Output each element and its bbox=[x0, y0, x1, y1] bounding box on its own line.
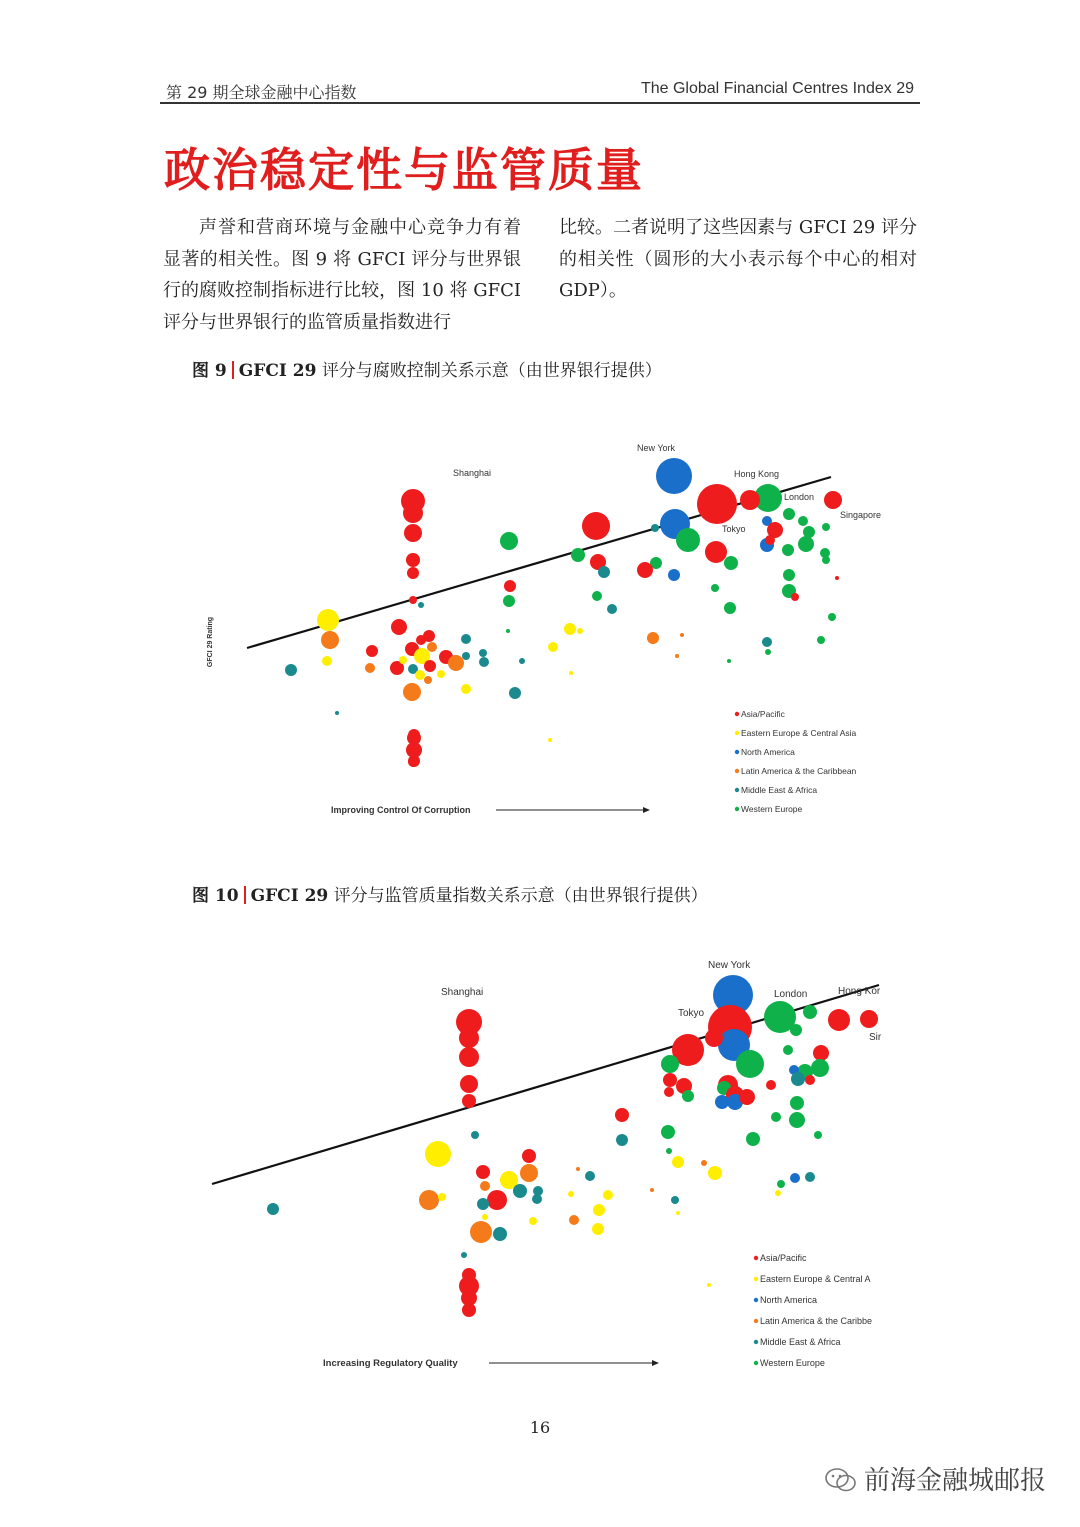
data-point bbox=[479, 649, 487, 657]
data-point bbox=[814, 1131, 822, 1139]
data-point bbox=[438, 1193, 446, 1201]
data-point bbox=[592, 591, 602, 601]
data-point bbox=[459, 1047, 479, 1067]
data-point bbox=[471, 1131, 479, 1139]
figure-9-number: 图 9 bbox=[192, 361, 227, 381]
data-point bbox=[790, 1096, 804, 1110]
data-point bbox=[616, 1134, 628, 1146]
legend-marker bbox=[754, 1361, 758, 1365]
legend-label: Latin America & the Caribbean bbox=[741, 766, 857, 776]
data-point bbox=[739, 1089, 755, 1105]
legend-marker bbox=[754, 1256, 758, 1260]
data-point bbox=[569, 671, 573, 675]
watermark bbox=[824, 1460, 1046, 1497]
data-point bbox=[740, 490, 760, 510]
city-label: New York bbox=[637, 443, 676, 453]
legend-marker bbox=[735, 788, 739, 792]
data-point bbox=[708, 1166, 722, 1180]
data-point bbox=[791, 1072, 805, 1086]
data-point bbox=[520, 1164, 538, 1182]
watermark-text: 前海金融城邮报 bbox=[863, 1466, 1046, 1496]
city-label: Sir bbox=[869, 1032, 882, 1043]
legend-label: Middle East & Africa bbox=[741, 785, 818, 795]
data-point bbox=[568, 1191, 574, 1197]
data-point bbox=[403, 503, 423, 523]
data-point bbox=[828, 1009, 850, 1031]
data-point bbox=[765, 535, 775, 545]
figure-9-gfci: GFCI 29 bbox=[238, 361, 317, 381]
city-label: Shanghai bbox=[441, 987, 484, 998]
city-label: New York bbox=[708, 960, 751, 971]
figure-10-gfci: GFCI 29 bbox=[250, 886, 329, 906]
data-point bbox=[803, 1005, 817, 1019]
data-point bbox=[736, 1050, 764, 1078]
data-point bbox=[529, 1217, 537, 1225]
chart-9-svg bbox=[0, 420, 1080, 840]
header-rule bbox=[160, 102, 920, 104]
data-point bbox=[715, 1095, 729, 1109]
data-point bbox=[504, 580, 516, 592]
data-point bbox=[391, 619, 407, 635]
data-point bbox=[366, 645, 378, 657]
legend-marker bbox=[754, 1319, 758, 1323]
data-point bbox=[408, 729, 420, 741]
data-point bbox=[705, 1029, 723, 1047]
data-point bbox=[790, 1024, 802, 1036]
data-point bbox=[500, 532, 518, 550]
data-point bbox=[418, 602, 424, 608]
data-point bbox=[427, 642, 437, 652]
data-point bbox=[666, 1148, 672, 1154]
figure-9-caption-text: 评分与腐败控制关系示意（由世界银行提供） bbox=[321, 361, 662, 381]
data-point bbox=[592, 1223, 604, 1235]
caption-divider bbox=[244, 886, 246, 904]
data-point bbox=[790, 1173, 800, 1183]
data-point bbox=[585, 1171, 595, 1181]
legend-marker bbox=[735, 750, 739, 754]
data-point bbox=[798, 516, 808, 526]
legend-label: North America bbox=[741, 747, 795, 757]
data-point bbox=[775, 1190, 781, 1196]
data-point bbox=[783, 569, 795, 581]
data-point bbox=[766, 1080, 776, 1090]
page-title: 政治稳定性与监管质量 bbox=[164, 143, 644, 197]
data-point bbox=[479, 657, 489, 667]
data-point bbox=[789, 1112, 805, 1128]
data-point bbox=[671, 1196, 679, 1204]
data-point bbox=[462, 1303, 476, 1317]
data-point bbox=[664, 1087, 674, 1097]
data-point bbox=[459, 1028, 479, 1048]
page-number: 16 bbox=[529, 1418, 551, 1437]
data-point bbox=[765, 649, 771, 655]
data-point bbox=[661, 1055, 679, 1073]
data-point bbox=[365, 663, 375, 673]
data-point bbox=[576, 1167, 580, 1171]
data-point bbox=[675, 654, 679, 658]
data-point bbox=[462, 1094, 476, 1108]
header-right: The Global Financial Centres Index 29 bbox=[640, 80, 914, 97]
data-point bbox=[335, 711, 339, 715]
data-point bbox=[782, 544, 794, 556]
data-point bbox=[577, 628, 583, 634]
data-point bbox=[798, 536, 814, 552]
legend-label: Eastern Europe & Central Asia bbox=[741, 728, 857, 738]
data-point bbox=[460, 1075, 478, 1093]
data-point bbox=[569, 1215, 579, 1225]
city-label: Hong Kong bbox=[734, 469, 780, 479]
legend-label: Eastern Europe & Central A bbox=[760, 1274, 871, 1284]
legend-marker bbox=[754, 1277, 758, 1281]
legend-label: Asia/Pacific bbox=[760, 1253, 807, 1263]
data-point bbox=[582, 512, 610, 540]
data-point bbox=[727, 659, 731, 663]
body-text-right: 比较。二者说明了这些因素与 GFCI 29 评分的相关性（圆形的大小表示每个中心的相对 GDP）。 bbox=[559, 217, 917, 301]
legend-label: North America bbox=[760, 1295, 818, 1305]
data-point bbox=[317, 609, 339, 631]
data-point bbox=[668, 569, 680, 581]
data-point bbox=[647, 632, 659, 644]
data-point bbox=[519, 658, 525, 664]
data-point bbox=[682, 1090, 694, 1102]
figure-10-chart bbox=[0, 940, 1080, 1380]
legend-label: Western Europe bbox=[741, 804, 803, 814]
data-point bbox=[805, 1075, 815, 1085]
data-point bbox=[707, 1283, 711, 1287]
data-point bbox=[424, 660, 436, 672]
data-point bbox=[651, 524, 659, 532]
legend-label: Middle East & Africa bbox=[760, 1337, 841, 1347]
data-point bbox=[437, 670, 445, 678]
data-point bbox=[477, 1198, 489, 1210]
data-point bbox=[409, 596, 417, 604]
data-point bbox=[285, 664, 297, 676]
data-point bbox=[607, 604, 617, 614]
data-point bbox=[711, 584, 719, 592]
data-point bbox=[783, 508, 795, 520]
data-point bbox=[705, 541, 727, 563]
legend-marker bbox=[735, 712, 739, 716]
city-label: London bbox=[784, 492, 815, 502]
x-axis-label: Improving Control Of Corruption bbox=[331, 805, 471, 815]
legend-marker bbox=[754, 1340, 758, 1344]
data-point bbox=[746, 1132, 760, 1146]
x-axis-label: Increasing Regulatory Quality bbox=[323, 1358, 458, 1369]
data-point bbox=[476, 1165, 490, 1179]
data-point bbox=[506, 629, 510, 633]
x-axis-arrowhead bbox=[643, 807, 650, 813]
data-point bbox=[724, 556, 738, 570]
data-point bbox=[783, 1045, 793, 1055]
city-label: Shanghai bbox=[453, 468, 492, 478]
legend-label: Asia/Pacific bbox=[741, 709, 785, 719]
data-point bbox=[415, 670, 425, 680]
data-point bbox=[835, 576, 839, 580]
data-point bbox=[461, 684, 471, 694]
data-point bbox=[656, 458, 692, 494]
data-point bbox=[822, 523, 830, 531]
data-point bbox=[406, 553, 420, 567]
data-point bbox=[503, 595, 515, 607]
data-point bbox=[322, 656, 332, 666]
data-point bbox=[425, 1141, 451, 1167]
y-axis-label: GFCI 29 Rating bbox=[207, 616, 214, 668]
data-point bbox=[423, 630, 435, 642]
data-point bbox=[407, 567, 419, 579]
data-point bbox=[532, 1194, 542, 1204]
data-point bbox=[724, 602, 736, 614]
legend-marker bbox=[735, 769, 739, 773]
data-point bbox=[487, 1190, 507, 1210]
data-point bbox=[424, 676, 432, 684]
data-point bbox=[676, 528, 700, 552]
legend-label: Western Europe bbox=[760, 1358, 825, 1368]
data-point bbox=[571, 548, 585, 562]
data-point bbox=[860, 1010, 878, 1028]
data-point bbox=[697, 484, 737, 524]
figure-9-chart bbox=[0, 420, 1080, 840]
data-point bbox=[593, 1204, 605, 1216]
legend-marker bbox=[735, 731, 739, 735]
data-point bbox=[399, 656, 407, 664]
city-label: Tokyo bbox=[678, 1008, 705, 1019]
city-label: Tokyo bbox=[722, 524, 746, 534]
data-point bbox=[321, 631, 339, 649]
data-point bbox=[676, 1211, 680, 1215]
data-point bbox=[419, 1190, 439, 1210]
figure-10-caption-text: 评分与监管质量指数关系示意（由世界银行提供） bbox=[333, 886, 708, 906]
city-label: London bbox=[774, 989, 808, 1000]
data-point bbox=[680, 633, 684, 637]
data-point bbox=[661, 1125, 675, 1139]
data-point bbox=[822, 556, 830, 564]
data-point bbox=[461, 1252, 467, 1258]
data-point bbox=[813, 1045, 829, 1061]
data-point bbox=[701, 1160, 707, 1166]
data-point bbox=[824, 491, 842, 509]
data-point bbox=[522, 1149, 536, 1163]
data-point bbox=[482, 1214, 488, 1220]
body-text-left: 声誉和营商环境与金融中心竞争力有着显著的相关性。图 9 将 GFCI 评分与世界银行的腐败控制指标进行比较，图 10 将 GFCI 评分与世界银行的监管质量指数进行 bbox=[163, 217, 521, 333]
x-axis-arrowhead bbox=[652, 1360, 659, 1366]
data-point bbox=[480, 1181, 490, 1191]
data-point bbox=[637, 562, 653, 578]
data-point bbox=[828, 613, 836, 621]
data-point bbox=[650, 1188, 654, 1192]
legend-marker bbox=[735, 807, 739, 811]
data-point bbox=[771, 1112, 781, 1122]
data-point bbox=[408, 757, 418, 767]
data-point bbox=[777, 1180, 785, 1188]
data-point bbox=[509, 687, 521, 699]
data-point bbox=[462, 652, 470, 660]
city-label: Hong Kor bbox=[838, 986, 881, 997]
data-point bbox=[493, 1227, 507, 1241]
data-point bbox=[404, 524, 422, 542]
data-point bbox=[603, 1190, 613, 1200]
data-point bbox=[817, 636, 825, 644]
data-point bbox=[470, 1221, 492, 1243]
data-point bbox=[762, 637, 772, 647]
data-point bbox=[564, 623, 576, 635]
city-label: Singapore bbox=[840, 510, 882, 520]
data-point bbox=[598, 566, 610, 578]
data-point bbox=[548, 642, 558, 652]
data-point bbox=[548, 738, 552, 742]
header-left: 第 29 期全球金融中心指数 bbox=[166, 83, 357, 102]
figure-9-caption bbox=[192, 356, 662, 381]
data-point bbox=[615, 1108, 629, 1122]
data-point bbox=[448, 655, 464, 671]
data-point bbox=[267, 1203, 279, 1215]
legend-label: Latin America & the Caribbe bbox=[760, 1316, 873, 1326]
data-point bbox=[663, 1073, 677, 1087]
data-point bbox=[513, 1184, 527, 1198]
data-point bbox=[461, 634, 471, 644]
legend-marker bbox=[754, 1298, 758, 1302]
caption-divider bbox=[232, 361, 234, 379]
figure-10-number: 图 10 bbox=[192, 886, 239, 906]
data-point bbox=[672, 1156, 684, 1168]
figure-10-caption bbox=[192, 881, 708, 906]
wechat-icon bbox=[824, 1467, 858, 1493]
data-point bbox=[791, 593, 799, 601]
data-point bbox=[805, 1172, 815, 1182]
data-point bbox=[811, 1059, 829, 1077]
data-point bbox=[403, 683, 421, 701]
chart-10-svg bbox=[0, 940, 1080, 1380]
